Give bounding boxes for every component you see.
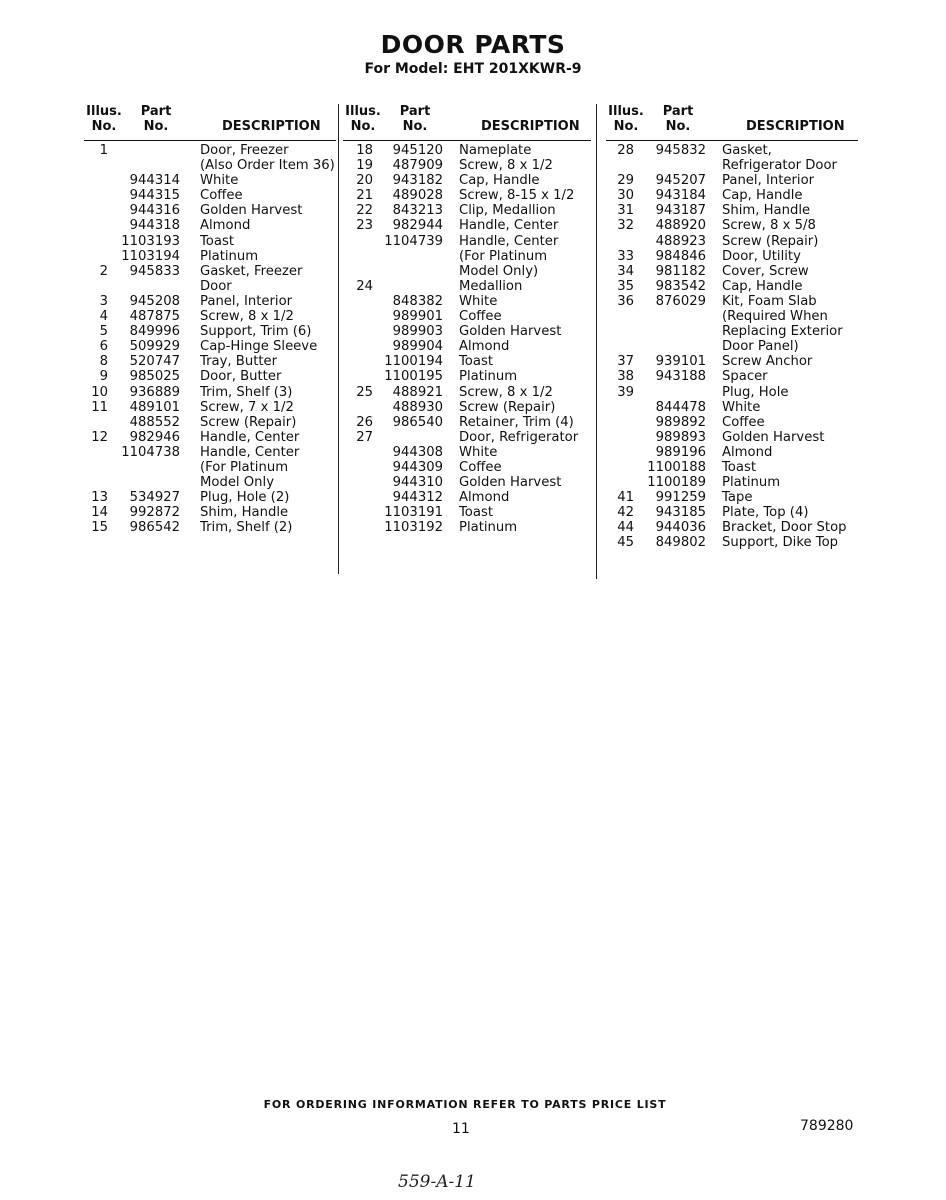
- part-description: Handle, Center: [459, 218, 559, 234]
- part-number: 945832: [655, 143, 706, 158]
- illus-number: 2: [99, 263, 108, 279]
- table-row: [343, 173, 591, 188]
- table-row: [343, 234, 591, 249]
- table-row: [343, 339, 591, 354]
- table-row: [606, 339, 858, 354]
- part-number: 849802: [655, 535, 706, 551]
- part-number: 944312: [392, 490, 443, 506]
- table-row: [343, 264, 591, 279]
- table-row: [343, 430, 591, 445]
- part-header: Part No.: [140, 104, 172, 134]
- part-number: 849996: [129, 324, 180, 340]
- part-number: 1104739: [384, 233, 443, 249]
- part-number: 985025: [129, 369, 180, 385]
- illus-number: 35: [617, 278, 634, 294]
- part-description: Screw, 8-15 x 1/2: [459, 188, 575, 204]
- table-row: [606, 324, 858, 339]
- table-row: [343, 385, 591, 400]
- illus-number: 14: [91, 505, 108, 521]
- page-number: 11: [452, 1121, 470, 1137]
- part-description: Toast: [722, 459, 757, 475]
- part-number: 848382: [392, 293, 443, 309]
- table-row: [84, 173, 336, 188]
- part-description: Trim, Shelf (3): [200, 384, 293, 400]
- part-description: Medallion: [459, 278, 523, 294]
- part-description: Plate, Top (4): [722, 505, 809, 521]
- table-row: [84, 218, 336, 233]
- part-number: 489028: [392, 188, 443, 204]
- table-row: [343, 475, 591, 490]
- table-row: [606, 430, 858, 445]
- parts-column-2: [343, 104, 591, 535]
- part-number: 489101: [129, 399, 180, 415]
- table-row: [84, 188, 336, 203]
- part-number: 488920: [655, 218, 706, 234]
- part-number: 943185: [655, 505, 706, 521]
- illus-number: 18: [356, 143, 373, 158]
- part-number: 945207: [655, 173, 706, 189]
- part-number: 488930: [392, 399, 443, 415]
- table-row: [84, 234, 336, 249]
- part-description: White: [200, 173, 239, 189]
- part-description: Handle, Center: [200, 429, 300, 445]
- table-row: [606, 505, 858, 520]
- table-row: [343, 505, 591, 520]
- illus-number: 21: [356, 188, 373, 204]
- table-row: [84, 354, 336, 369]
- part-number: 1100194: [384, 354, 443, 370]
- illus-number: 27: [356, 429, 373, 445]
- part-number: 945120: [392, 143, 443, 158]
- part-number: 983542: [655, 278, 706, 294]
- part-number: 1100195: [384, 369, 443, 385]
- part-description: Tray, Butter: [200, 354, 278, 370]
- part-description: Golden Harvest: [722, 429, 825, 445]
- table-row: [343, 158, 591, 173]
- description-header: DESCRIPTION: [222, 119, 321, 134]
- part-number: 982944: [392, 218, 443, 234]
- table-row: [343, 369, 591, 384]
- part-description: Almond: [459, 339, 510, 355]
- table-row: [606, 385, 858, 400]
- illus-number: 36: [617, 293, 634, 309]
- illus-number: 4: [99, 309, 108, 325]
- table-row: [84, 294, 336, 309]
- part-description: Almond: [722, 444, 773, 460]
- table-row: [84, 475, 336, 490]
- table-row: [343, 203, 591, 218]
- part-number: 939101: [655, 354, 706, 370]
- part-number: 534927: [129, 490, 180, 506]
- table-row: [84, 264, 336, 279]
- part-description: Spacer: [722, 369, 768, 385]
- table-row: [606, 203, 858, 218]
- table-row: [84, 369, 336, 384]
- part-description: Golden Harvest: [459, 324, 562, 340]
- illus-number: 34: [617, 263, 634, 279]
- illus-number: 11: [91, 399, 108, 415]
- part-number: 992872: [129, 505, 180, 521]
- table-row: [606, 294, 858, 309]
- illus-number: 25: [356, 384, 373, 400]
- part-description: Panel, Interior: [200, 293, 293, 309]
- table-row: [606, 158, 858, 173]
- part-description: Shim, Handle: [200, 505, 289, 521]
- part-description: Cover, Screw: [722, 263, 809, 279]
- part-number: 945208: [129, 293, 180, 309]
- part-description: Model Only: [200, 475, 274, 491]
- part-number: 986540: [392, 414, 443, 430]
- illus-number: 8: [99, 354, 108, 370]
- part-description: Door Panel): [722, 339, 799, 355]
- part-number: 936889: [129, 384, 180, 400]
- part-number: 944310: [392, 475, 443, 491]
- page-title: DOOR PARTS: [380, 30, 566, 59]
- part-description: Screw, 8 x 5/8: [722, 218, 816, 234]
- parts-column-1: [84, 104, 336, 535]
- part-description: Clip, Medallion: [459, 203, 556, 219]
- table-row: [343, 218, 591, 233]
- part-description: Handle, Center: [459, 233, 559, 249]
- table-row: [343, 445, 591, 460]
- table-row: [343, 188, 591, 203]
- part-description: Kit, Foam Slab: [722, 293, 817, 309]
- part-description: Platinum: [722, 475, 781, 491]
- part-number: 945833: [129, 263, 180, 279]
- illus-number: 6: [99, 339, 108, 355]
- illus-number: 15: [91, 520, 108, 536]
- part-description: Replacing Exterior: [722, 324, 843, 340]
- table-row: [343, 294, 591, 309]
- part-number: 1103192: [384, 520, 443, 536]
- part-description: Gasket,: [722, 143, 772, 158]
- part-number: 943187: [655, 203, 706, 219]
- illus-number: 41: [617, 490, 634, 506]
- table-row: [606, 218, 858, 233]
- part-description: Platinum: [459, 369, 518, 385]
- part-description: Almond: [459, 490, 510, 506]
- illus-header: Illus. No.: [608, 104, 644, 134]
- part-number: 989893: [655, 429, 706, 445]
- table-row: [606, 354, 858, 369]
- part-header: Part No.: [399, 104, 431, 134]
- illus-number: 26: [356, 414, 373, 430]
- part-description: (Also Order Item 36): [200, 158, 335, 174]
- part-description: (For Platinum: [200, 459, 289, 475]
- illus-number: 28: [617, 143, 634, 158]
- table-row: [343, 143, 591, 158]
- table-row: [606, 475, 858, 490]
- table-row: [84, 460, 336, 475]
- part-description: Screw, 8 x 1/2: [200, 309, 294, 325]
- part-number: 488923: [655, 233, 706, 249]
- table-row: [84, 324, 336, 339]
- table-row: [606, 520, 858, 535]
- column-header: [84, 104, 336, 141]
- part-description: Screw (Repair): [459, 399, 556, 415]
- illus-number: 44: [617, 520, 634, 536]
- table-row: [84, 158, 336, 173]
- part-description: Door, Utility: [722, 248, 801, 264]
- illus-number: 13: [91, 490, 108, 506]
- part-number: 944314: [129, 173, 180, 189]
- parts-column-3: [606, 104, 858, 551]
- part-description: Screw (Repair): [200, 414, 297, 430]
- part-number: 520747: [129, 354, 180, 370]
- column-divider: [338, 104, 339, 574]
- part-description: Door, Butter: [200, 369, 282, 385]
- table-row: [606, 264, 858, 279]
- model-subtitle: For Model: EHT 201XKWR-9: [364, 61, 582, 77]
- description-header: DESCRIPTION: [481, 119, 580, 134]
- part-number: 989892: [655, 414, 706, 430]
- part-description: Retainer, Trim (4): [459, 414, 574, 430]
- part-description: Plug, Hole: [722, 384, 789, 400]
- illus-number: 10: [91, 384, 108, 400]
- part-number: 1103193: [121, 233, 180, 249]
- part-number: 1103191: [384, 505, 443, 521]
- table-row: [84, 490, 336, 505]
- table-row: [606, 188, 858, 203]
- table-row: [606, 369, 858, 384]
- part-number: 1103194: [121, 248, 180, 264]
- part-description: Screw Anchor: [722, 354, 813, 370]
- table-row: [84, 309, 336, 324]
- part-description: Coffee: [200, 188, 243, 204]
- part-number: 509929: [129, 339, 180, 355]
- column-header: [343, 104, 591, 141]
- part-description: Tape: [722, 490, 753, 506]
- table-row: [606, 535, 858, 550]
- table-row: [84, 430, 336, 445]
- table-row: [606, 490, 858, 505]
- part-description: Cap, Handle: [722, 188, 803, 204]
- table-row: [343, 249, 591, 264]
- part-number: 986542: [129, 520, 180, 536]
- table-row: [84, 339, 336, 354]
- column-header: [606, 104, 858, 141]
- part-number: 944309: [392, 459, 443, 475]
- part-number: 876029: [655, 293, 706, 309]
- part-description: Toast: [200, 233, 235, 249]
- illus-number: 29: [617, 173, 634, 189]
- part-number: 1100188: [647, 459, 706, 475]
- table-row: [606, 309, 858, 324]
- part-description: Shim, Handle: [722, 203, 811, 219]
- table-row: [84, 279, 336, 294]
- part-description: White: [459, 444, 498, 460]
- part-number: 943184: [655, 188, 706, 204]
- part-description: Screw, 8 x 1/2: [459, 158, 553, 174]
- part-description: Support, Dike Top: [722, 535, 839, 551]
- part-description: Screw (Repair): [722, 233, 819, 249]
- illus-header: Illus. No.: [86, 104, 122, 134]
- table-row: [84, 143, 336, 158]
- table-row: [606, 173, 858, 188]
- illus-header: Illus. No.: [345, 104, 381, 134]
- table-row: [606, 460, 858, 475]
- parts-rows: [606, 143, 858, 551]
- illus-number: 19: [356, 158, 373, 174]
- table-row: [343, 400, 591, 415]
- description-header: DESCRIPTION: [746, 119, 845, 134]
- document-number: 789280: [800, 1118, 854, 1134]
- part-description: Cap, Handle: [722, 278, 803, 294]
- part-description: Platinum: [459, 520, 518, 536]
- table-row: [606, 249, 858, 264]
- illus-number: 23: [356, 218, 373, 234]
- part-description: Golden Harvest: [200, 203, 303, 219]
- parts-rows: [84, 143, 336, 535]
- table-row: [343, 460, 591, 475]
- table-row: [84, 249, 336, 264]
- part-description: White: [459, 293, 498, 309]
- part-description: Screw, 7 x 1/2: [200, 399, 294, 415]
- part-number: 989901: [392, 309, 443, 325]
- table-row: [606, 415, 858, 430]
- part-number: 943188: [655, 369, 706, 385]
- part-description: (For Platinum: [459, 248, 548, 264]
- table-row: [343, 415, 591, 430]
- part-description: Toast: [459, 354, 494, 370]
- table-row: [84, 203, 336, 218]
- part-description: Coffee: [722, 414, 765, 430]
- part-description: Cap-Hinge Sleeve: [200, 339, 318, 355]
- table-row: [343, 324, 591, 339]
- illus-number: 3: [99, 293, 108, 309]
- table-row: [343, 520, 591, 535]
- table-row: [84, 400, 336, 415]
- table-row: [84, 385, 336, 400]
- illus-number: 37: [617, 354, 634, 370]
- illus-number: 24: [356, 278, 373, 294]
- table-row: [84, 415, 336, 430]
- part-description: Refrigerator Door: [722, 158, 837, 174]
- illus-number: 42: [617, 505, 634, 521]
- part-description: Coffee: [459, 309, 502, 325]
- illus-number: 9: [99, 369, 108, 385]
- illus-number: 32: [617, 218, 634, 234]
- part-number: 487909: [392, 158, 443, 174]
- part-description: Support, Trim (6): [200, 324, 312, 340]
- part-description: Toast: [459, 505, 494, 521]
- part-description: Cap, Handle: [459, 173, 540, 189]
- part-description: Gasket, Freezer: [200, 263, 303, 279]
- part-description: (Required When: [722, 309, 828, 325]
- table-row: [606, 445, 858, 460]
- part-description: Model Only): [459, 263, 539, 279]
- part-number: 943182: [392, 173, 443, 189]
- part-number: 488921: [392, 384, 443, 400]
- table-row: [84, 520, 336, 535]
- table-row: [606, 400, 858, 415]
- parts-rows: [343, 143, 591, 535]
- part-description: Handle, Center: [200, 444, 300, 460]
- part-number: 1104738: [121, 444, 180, 460]
- part-number: 1100189: [647, 475, 706, 491]
- table-row: [606, 279, 858, 294]
- part-number: 981182: [655, 263, 706, 279]
- table-row: [343, 309, 591, 324]
- table-row: [343, 490, 591, 505]
- part-description: Nameplate: [459, 143, 532, 158]
- part-description: Panel, Interior: [722, 173, 815, 189]
- illus-number: 20: [356, 173, 373, 189]
- part-number: 944318: [129, 218, 180, 234]
- part-header: Part No.: [662, 104, 694, 134]
- part-number: 487875: [129, 309, 180, 325]
- part-description: Almond: [200, 218, 251, 234]
- part-number: 844478: [655, 399, 706, 415]
- part-number: 982946: [129, 429, 180, 445]
- part-description: Bracket, Door Stop: [722, 520, 847, 536]
- part-number: 944308: [392, 444, 443, 460]
- part-description: White: [722, 399, 761, 415]
- illus-number: 30: [617, 188, 634, 204]
- part-description: Coffee: [459, 459, 502, 475]
- part-description: Platinum: [200, 248, 259, 264]
- table-row: [84, 445, 336, 460]
- part-description: Golden Harvest: [459, 475, 562, 491]
- part-number: 488552: [129, 414, 180, 430]
- illus-number: 38: [617, 369, 634, 385]
- part-number: 989904: [392, 339, 443, 355]
- part-number: 984846: [655, 248, 706, 264]
- table-row: [343, 354, 591, 369]
- part-number: 989903: [392, 324, 443, 340]
- part-number: 944036: [655, 520, 706, 536]
- part-description: Door: [200, 278, 232, 294]
- illus-number: 5: [99, 324, 108, 340]
- part-number: 843213: [392, 203, 443, 219]
- table-row: [606, 143, 858, 158]
- table-row: [343, 279, 591, 294]
- table-row: [84, 505, 336, 520]
- illus-number: 39: [617, 384, 634, 400]
- column-divider: [596, 104, 597, 579]
- part-description: Door, Freezer: [200, 143, 289, 158]
- illus-number: 31: [617, 203, 634, 219]
- ordering-note: FOR ORDERING INFORMATION REFER TO PARTS PRICE LIST: [263, 1098, 667, 1111]
- part-number: 989196: [655, 444, 706, 460]
- handwritten-mark: 559-A-11: [398, 1172, 476, 1192]
- part-number: 944315: [129, 188, 180, 204]
- part-description: Plug, Hole (2): [200, 490, 290, 506]
- part-description: Screw, 8 x 1/2: [459, 384, 553, 400]
- part-number: 991259: [655, 490, 706, 506]
- illus-number: 33: [617, 248, 634, 264]
- illus-number: 22: [356, 203, 373, 219]
- illus-number: 12: [91, 429, 108, 445]
- part-description: Door, Refrigerator: [459, 429, 579, 445]
- illus-number: 45: [617, 535, 634, 551]
- table-row: [606, 234, 858, 249]
- part-number: 944316: [129, 203, 180, 219]
- part-description: Trim, Shelf (2): [200, 520, 293, 536]
- illus-number: 1: [99, 143, 108, 158]
